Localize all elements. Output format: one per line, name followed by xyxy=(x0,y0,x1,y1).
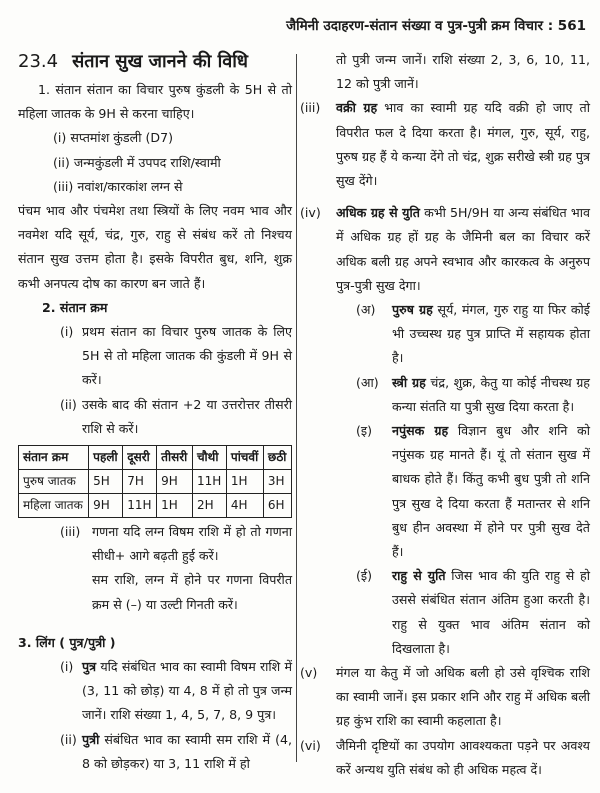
item-body: सूर्य, मंगल, गुरु राहु या फिर कोई भी उच्चस्थ ग्रह पुत्र प्राप्ति में सहायक होता है। xyxy=(392,302,590,366)
table-cell: 11H xyxy=(192,470,226,494)
item-text xyxy=(392,419,590,564)
table-cell: 9H xyxy=(89,494,123,518)
table-header: पांचवीं xyxy=(226,446,263,470)
table-cell: पुरुष जातक xyxy=(19,470,89,494)
list-item xyxy=(300,201,590,298)
table-header: दूसरी xyxy=(123,446,157,470)
list-item xyxy=(18,728,292,776)
table-header: तीसरी xyxy=(157,446,193,470)
item-text: प्रथम संतान का विचार पुरुष जातक के लिए 5H से तो महिला जातक की कुंडली में 9H से करें। xyxy=(82,324,292,388)
item-text: उसके बाद की संतान +2 या उत्तरोत्तर तीसरी राशि से करें। xyxy=(82,396,292,436)
item-label: (iii) xyxy=(300,100,321,116)
item-text xyxy=(392,371,590,419)
table-cell: 9H xyxy=(157,470,193,494)
item-term: राहु से युति xyxy=(392,568,446,584)
item-text: मंगल या केतु में जो अधिक बली हो उसे वृश्चिक राशि का स्वामी जानें। इस प्रकार शनि और राहु में अधिक बली ग्रह कुंभ राशि का स्वामी कहलाता है। xyxy=(336,665,590,729)
table-cell: 7H xyxy=(123,470,157,494)
table-header: पहली xyxy=(89,446,123,470)
sub-list-item xyxy=(300,298,590,371)
item-label: (ii) xyxy=(60,396,77,412)
item-text-part: गणना यदि लग्न विषम राशि में हो तो गणना सीधी+ आगे बढ़ती हुई करें। xyxy=(92,524,292,564)
list-item xyxy=(18,393,292,441)
item-term: पुत्री xyxy=(82,731,100,747)
table-header: चौथी xyxy=(192,446,226,470)
list-item: (iii) नवांश/कारकांश लग्न से xyxy=(53,178,183,194)
item-text xyxy=(336,201,590,298)
item-label: (i) xyxy=(60,324,74,340)
item-text-part: सम राशि, लग्न में होने पर गणना विपरीत क्रम से (–) या उल्टी गिनती करें। xyxy=(92,572,292,612)
item-body: यदि संबंधित भाव का स्वामी विषम राशि में (3, 11 को छोड़) या 4, 8 में हो तो पुत्र जन्म जानें। राशि संख्या 1, 4, 5, 7, 8, 9 पुत्र। xyxy=(82,659,292,723)
right-column xyxy=(300,48,590,782)
item-term: वक्री ग्रह xyxy=(336,100,378,116)
item-label: (i) xyxy=(60,659,74,675)
list-item xyxy=(300,661,590,734)
santan-kram-table xyxy=(18,445,292,518)
table-cell: 6H xyxy=(263,494,291,518)
table-cell: 2H xyxy=(192,494,226,518)
paragraph: पंचम भाव और पंचमेश तथा स्त्रियों के लिए नवम भाव और नवमेश यदि सूर्य, चंद्र, गुरु, राहु से संबंध करें तो निश्चय संतान सुख उत्तम होता है। इसके विपरीत बुध, शनि, शुक्र कभी अनपत्य दोष का कारण बन जाते हैं। xyxy=(18,203,292,291)
item-label: (iv) xyxy=(300,205,321,221)
item-text xyxy=(392,298,590,371)
sub-list-item xyxy=(300,371,590,419)
item-label: (अ) xyxy=(356,302,376,318)
column-divider xyxy=(296,54,297,762)
table-cell: 1H xyxy=(157,494,193,518)
item-label: (इ) xyxy=(356,423,373,439)
table-header-row xyxy=(19,446,292,470)
list-item xyxy=(300,734,590,782)
item-label: (ii) xyxy=(60,731,77,747)
running-header: जैमिनी उदाहरण-संतान संख्या व पुत्र-पुत्री क्रम विचार : 561 xyxy=(286,18,586,34)
item-term: पुरुष ग्रह xyxy=(392,302,433,318)
left-column xyxy=(18,48,292,776)
item-text xyxy=(82,728,292,776)
item-text xyxy=(82,655,292,728)
list-item xyxy=(300,96,590,193)
item-text xyxy=(392,564,590,661)
item-body: चंद्र, शुक्र, केतु या कोई नीचस्थ ग्रह कन्या संतति या पुत्री सुख दिया करता है। xyxy=(392,374,590,414)
list-item xyxy=(18,320,292,393)
item-term: स्त्री ग्रह xyxy=(392,374,426,390)
item-body: भाव का स्वामी ग्रह यदि वक्री हो जाए तो विपरीत फल दे दिया करता है। मंगल, गुरु, सूर्य, राहु, पुरुष ग्रह हैं ये कन्या देंगे तो चंद्र, शुक्र सरीखे स्त्री ग्रह पुत्र सुख देंगे। xyxy=(336,100,590,189)
table-cell: 11H xyxy=(123,494,157,518)
table-cell: 4H xyxy=(226,494,263,518)
item-term: नपुंसक ग्रह xyxy=(392,423,449,439)
item-body: कभी 5H/9H या अन्य संबंधित भाव में अधिक ग्रह हों ग्रह के जैमिनी बल का विचार करें अधिक बली ग्रह अपने स्वभाव और कारकत्व के अनुरुप पुत्र-पुत्री सुख देगा। xyxy=(336,205,590,293)
list-item xyxy=(18,520,292,617)
table-row xyxy=(19,494,292,518)
subheading-linga: 3. लिंग ( पुत्र/पुत्री ) xyxy=(18,634,116,650)
list-item xyxy=(18,655,292,728)
item-body: विज्ञान बुध और शनि को नपुंसक ग्रह मानते हैं। यूं तो संतान सुख में बाधक होते हैं। किंतु कभी बुध पुत्री तो शनि पुत्र सुख दे दिया करता हैं मतान्तर से शनि बुध हीन अवस्था में होने पर पुत्री सुख देते हैं। xyxy=(392,423,590,560)
item-body: जिस भाव की युति राहु से हो उससे संबंधित संतान अंतिम हुआ करती है। राहु से युक्त भाव अंतिम संतान को दिखलाता है। xyxy=(392,568,590,656)
sub-list-item xyxy=(300,564,590,661)
item-term: पुत्र xyxy=(82,659,97,675)
item-label: (ई) xyxy=(356,568,373,584)
section-title: संतान सुख जानने की विधि xyxy=(72,51,249,72)
item-term: अधिक ग्रह से युति xyxy=(336,205,420,221)
table-header: छठी xyxy=(263,446,291,470)
paragraph: 1. संतान संतान का विचार पुरुष कुंडली के 5H से तो महिला जातक के 9H से करना चाहिए। xyxy=(18,82,292,122)
list-item: (ii) जन्मकुंडली में उपपद राशि/स्वामी xyxy=(53,154,221,170)
continued-text: तो पुत्री जन्म जानें। राशि संख्या 2, 3, 6, 10, 11, 12 को पुत्री जानें। xyxy=(336,52,590,92)
table-cell: 5H xyxy=(89,470,123,494)
table-cell: 1H xyxy=(226,470,263,494)
item-text: जैमिनी दृष्टियों का उपयोग आवश्यकता पड़ने पर अवश्य करें अन्यथ युति संबंध को ही अधिक महत्व दें। xyxy=(336,737,590,777)
table-row xyxy=(19,470,292,494)
spacer xyxy=(300,193,590,201)
item-body: संबंधित भाव का स्वामी सम राशि में (4, 8 को छोड़कर) या 3, 11 राशि में हो xyxy=(82,731,292,771)
table-cell: महिला जातक xyxy=(19,494,89,518)
item-label: (vi) xyxy=(300,737,321,753)
sub-list-item xyxy=(300,419,590,564)
subheading-santan-kram: 2. संतान क्रम xyxy=(42,299,108,315)
item-label: (आ) xyxy=(356,374,379,390)
item-label: (v) xyxy=(300,665,318,681)
item-text xyxy=(92,520,292,617)
list-item: (i) सप्तमांश कुंडली (D7) xyxy=(53,130,174,146)
item-label: (iii) xyxy=(60,524,81,540)
section-heading xyxy=(18,48,292,76)
section-number: 23.4 xyxy=(18,51,59,72)
table-cell: 3H xyxy=(263,470,291,494)
item-text xyxy=(336,96,590,193)
table-header: संतान क्रम xyxy=(19,446,89,470)
